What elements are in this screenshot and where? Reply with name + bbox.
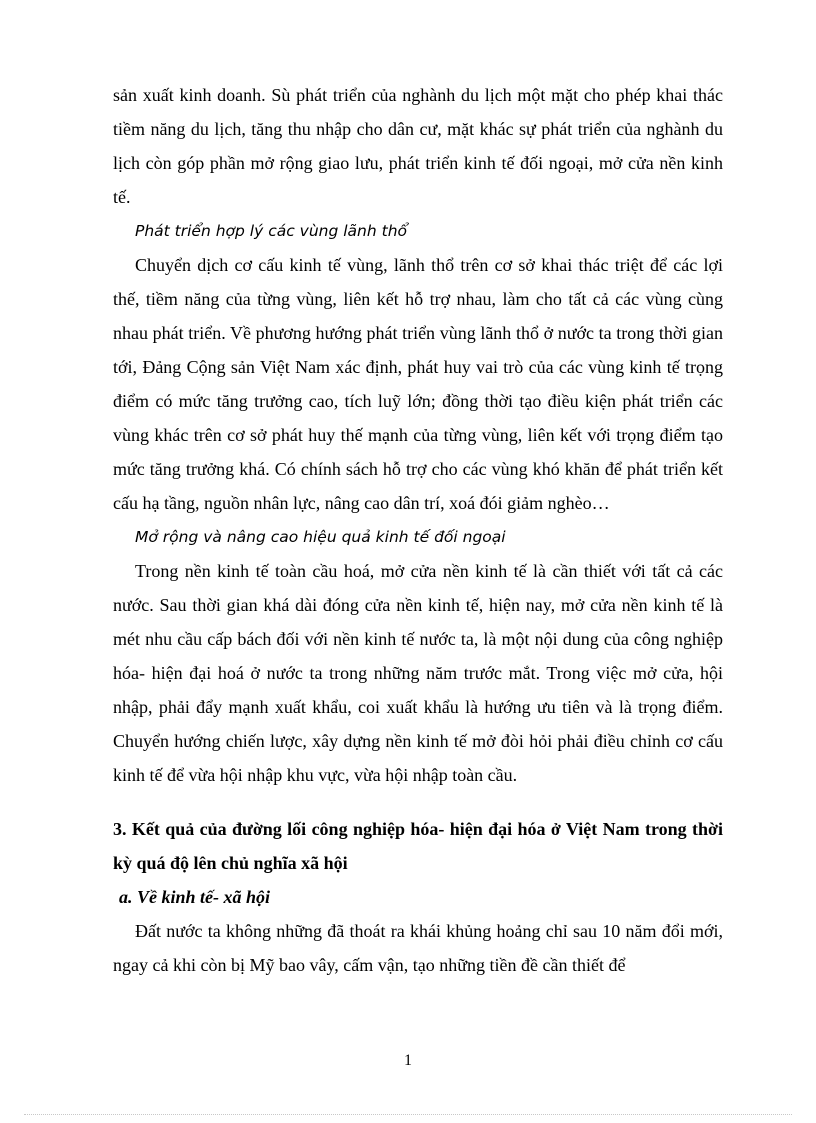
paragraph-economy-society: Đất nước ta không những đã thoát ra khái khủng hoảng chỉ sau 10 năm đổi mới, ngay cả khi còn bị Mỹ bao vây, cấm vận, tạo những tiền đề cần thiết để bbox=[113, 921, 723, 975]
heading-external-economy: Mở rộng và nâng cao hiệu quả kinh tế đối ngoại bbox=[135, 528, 506, 546]
heading-regional-development: Phát triển hợp lý các vùng lãnh thổ bbox=[135, 222, 408, 240]
paragraph-regional-development: Chuyển dịch cơ cấu kinh tế vùng, lãnh thổ trên cơ sở khai thác triệt để các lợi thế, tiềm năng của từng vùng, liên kết hỗ trợ nhau, làm cho tất cả các vùng cùng nhau phát triển. Về phương hướng phát triển vùng lãnh thổ ở nước ta trong thời gian tới, Đảng Cộng sản Việt Nam xác định, phát huy vai trò của các vùng kinh tế trọng điểm có mức tăng trưởng cao, tích luỹ lớn; đồng thời tạo điều kiện phát triển các vùng khác trên cơ sở phát huy thế mạnh của từng vùng, liên kết với trọng điểm tạo mức tăng trưởng khá. Có chính sách hỗ trợ cho các vùng khó khăn để phát triển kết cấu hạ tầng, nguồn nhân lực, nâng cao dân trí, xoá đói giảm nghèo… bbox=[113, 255, 723, 513]
section-heading-results: 3. Kết quả của đường lối công nghiệp hóa- hiện đại hóa ở Việt Nam trong thời kỳ quá độ lên chủ nghĩa xã hội bbox=[113, 819, 723, 873]
paragraph-external-economy: Trong nền kinh tế toàn cầu hoá, mở cửa nền kinh tế là cần thiết với tất cả các nước. Sau thời gian khá dài đóng cửa nền kinh tế, hiện nay, mở cửa nền kinh tế là mét nhu cầu cấp bách đối với nền kinh tế nước ta, là một nội dung của công nghiệp hóa- hiện đại hoá ở nước ta trong những năm trước mắt. Trong việc mở cửa, hội nhập, phải đẩy mạnh xuất khẩu, coi xuất khẩu là hướng ưu tiên và là trọng điểm. Chuyển hướng chiến lược, xây dựng nền kinh tế mở đòi hỏi phải điều chỉnh cơ cấu kinh tế để vừa hội nhập khu vực, vừa hội nhập toàn cầu. bbox=[113, 561, 723, 785]
document-body bbox=[113, 78, 723, 982]
page-number: 1 bbox=[404, 1052, 412, 1069]
paragraph-intro: sản xuất kinh doanh. Sù phát triển của nghành du lịch một mặt cho phép khai thác tiềm năng du lịch, tăng thu nhập cho dân cư, mặt khác sự phát triển của nghành du lịch còn góp phần mở rộng giao lưu, phát triển kinh tế đối ngoại, mở cửa nền kinh tế. bbox=[113, 85, 723, 207]
page-bottom-divider bbox=[24, 1114, 792, 1115]
subheading-economy-society: a. Về kinh tế- xã hội bbox=[119, 887, 271, 907]
